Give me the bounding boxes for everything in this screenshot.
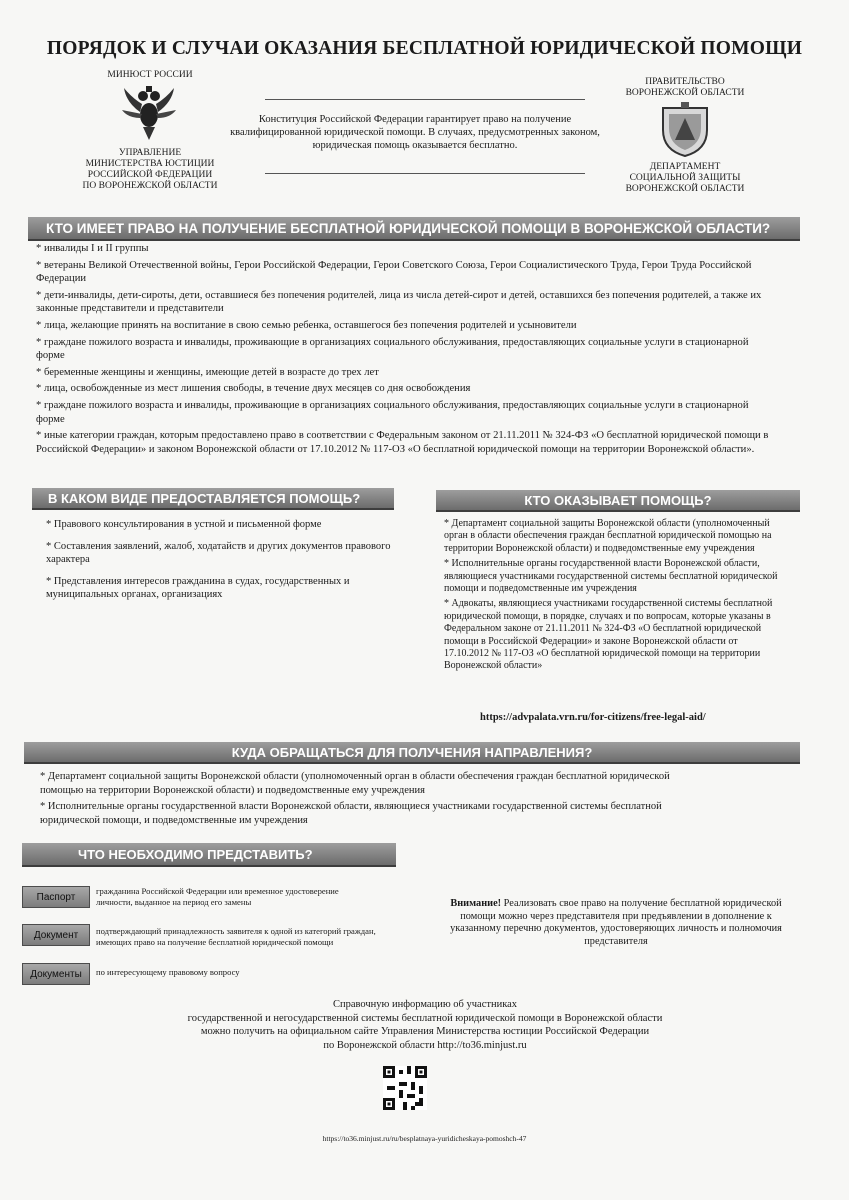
left-org-line: РОССИЙСКОЙ ФЕДЕРАЦИИ — [87, 170, 213, 180]
documents-desc: по интересующему правовому вопросу — [96, 967, 240, 977]
list-item: * лица, освобожденные из мест лишения свободы, в течение двух месяцев со дня освобождения — [36, 383, 471, 395]
page-title: ПОРЯДОК И СЛУЧАИ ОКАЗАНИЯ БЕСПЛАТНОЙ ЮРИДИЧЕСКОЙ ПОМОЩИ — [46, 38, 803, 59]
who-list — [36, 242, 776, 459]
where-heading: КУДА ОБРАЩАТЬСЯ ДЛЯ ПОЛУЧЕНИЯ НАПРАВЛЕНИЯ? — [24, 742, 800, 764]
list-item: * граждане пожилого возраста и инвалиды, проживающие в организациях социального обслуживания, предоставляющих социальные услуги в стационарной форме — [36, 336, 749, 362]
intro-text: Конституция Российской Федерации гарантирует право на получение квалифицированной юридической помощи. В случаях, предусмотренных законом, юридическая помощь оказывается бесплатно. — [230, 114, 600, 151]
list-item: * ветераны Великой Отечественной войны, Герои Российской Федерации, Герои Советского Союза, Герои Социалистического Труда, Герои Труда Российской Федерации — [36, 259, 752, 285]
passport-label: Паспорт — [22, 886, 90, 908]
right-org-top-line: ПРАВИТЕЛЬСТВО — [645, 77, 725, 87]
qr-code-icon — [383, 1066, 427, 1110]
list-item: * граждане пожилого возраста и инвалиды, проживающие в организациях социального обслуживания, предоставляющих социальные услуги в стационарной форме — [36, 399, 749, 425]
form-list — [46, 518, 396, 605]
right-org-name — [615, 162, 755, 195]
footer-line: Справочную информацию об участниках — [332, 999, 518, 1010]
list-item: * Адвокаты, являющиеся участниками государственной системы бесплатной юридической помощи, в порядке, случаях и по вопросам, которые указаны в Федеральном законе от 21.11.2011 № 324-ФЗ «О бесплатной юридической помощи в Российской Федерации» и законе Воронежской области от 17.10.2012 № 117-ОЗ «О бесплатной юридической помощи на территории Воронежской области» — [444, 598, 773, 672]
left-org-line: УПРАВЛЕНИЕ — [118, 148, 182, 158]
document-label: Документ — [22, 924, 90, 946]
footer-line: по Воронежской области http://to36.minjust.ru — [323, 1039, 527, 1051]
providers-heading: КТО ОКАЗЫВАЕТ ПОМОЩЬ? — [436, 490, 800, 512]
passport-desc: гражданина Российской Федерации или временное удостоверение личности, выданное на период его замены — [96, 886, 339, 907]
list-item: * Составления заявлений, жалоб, ходатайств и других документов правового характера — [46, 540, 391, 566]
right-org-top-line: ВОРОНЕЖСКОЙ ОБЛАСТИ — [625, 88, 745, 98]
footer-info — [100, 998, 750, 1052]
left-org-name — [80, 148, 220, 192]
divider — [265, 99, 585, 100]
form-heading: В КАКОМ ВИДЕ ПРЕДОСТАВЛЯЕТСЯ ПОМОЩЬ? — [32, 488, 394, 510]
list-item: * Департамент социальной защиты Воронежской области (уполномоченный орган в области обеспечения граждан бесплатной юридической помощью на территории Воронежской области) и подведомственные ему учреждения — [444, 518, 772, 554]
list-item: * беременные женщины и женщины, имеющие детей в возрасте до трех лет — [36, 366, 379, 378]
list-item: * иные категории граждан, которым предоставлено право в соответствии с Федеральным законом от 21.11.2011 № 324-ФЗ «О бесплатной юридической помощи в Российской Федерации» и законом Воронежской области от 17.10.2012 № 117-ОЗ «О бесплатной юридической помощи на территории Воронежской области». — [36, 430, 769, 455]
right-org-line: СОЦИАЛЬНОЙ ЗАЩИТЫ — [629, 173, 741, 183]
list-item: * Исполнительные органы государственной власти Воронежской области, являющиеся участниками государственной системы бесплатной юридической помощи и подведомственные им учреждения — [444, 558, 778, 595]
list-item: * Исполнительные органы государственной власти Воронежской области, являющиеся участниками государственной системы бесплатной юридической помощи, и подведомственные им учреждения — [40, 801, 662, 826]
who-heading: КТО ИМЕЕТ ПРАВО НА ПОЛУЧЕНИЕ БЕСПЛАТНОЙ ЮРИДИЧЕСКОЙ ПОМОЩИ В ВОРОНЕЖСКОЙ ОБЛАСТИ? — [28, 217, 800, 241]
advpalata-link[interactable]: https://advpalata.vrn.ru/for-citizens/free-legal-aid/ — [480, 712, 706, 723]
attention-note — [436, 898, 796, 948]
list-item: * Департамент социальной защиты Воронежской области (уполномоченный орган в области обеспечения граждан бесплатной юридической помощью на территории Воронежской области) и подведомственные ему учреждения — [40, 771, 670, 796]
footer-line: можно получить на официальном сайте Управления Министерства юстиции Российской Федерации — [200, 1026, 650, 1038]
list-item: * дети-инвалиды, дети-сироты, дети, оставшиеся без попечения родителей, лица из числа детей-сирот и детей, оставшихся без попечения родителей, а также их законные представители и представители — [36, 289, 762, 315]
left-org-line: МИНИСТЕРСТВА ЮСТИЦИИ — [85, 159, 215, 169]
right-org-top — [615, 77, 755, 99]
where-list — [40, 770, 700, 830]
providers-list — [444, 518, 784, 676]
divider — [265, 173, 585, 174]
list-item: * Правового консультирования в устной и письменной форме — [46, 519, 322, 530]
documents-label: Документы — [22, 963, 90, 985]
needed-heading: ЧТО НЕОБХОДИМО ПРЕДСТАВИТЬ? — [22, 843, 396, 867]
left-org-line: ПО ВОРОНЕЖСКОЙ ОБЛАСТИ — [82, 181, 218, 191]
list-item: * лица, желающие принять на воспитание в свою семью ребенка, оставшегося без попечения родителей и усыновители — [36, 319, 577, 331]
eagle-emblem-icon — [118, 82, 180, 144]
attention-label: Внимание! — [450, 898, 502, 909]
footer-line: государственной и негосударственной системы бесплатной юридической помощи в Воронежской области — [187, 1012, 663, 1024]
footer-url[interactable]: https://to36.minjust.ru/ru/besplatnaya-yuridicheskaya-pomoshch-47 — [322, 1134, 527, 1143]
document-desc: подтверждающий принадлежность заявителя к одной из категорий граждан, имеющих право на получение бесплатной юридической помощи — [96, 926, 376, 947]
list-item: * инвалиды I и II группы — [36, 243, 149, 254]
region-coat-of-arms-icon — [655, 100, 715, 160]
right-org-line: ДЕПАРТАМЕНТ — [649, 162, 721, 172]
left-org-top: МИНЮСТ РОССИИ — [107, 70, 193, 80]
attention-text: Реализовать свое право на получение бесплатной юридической помощи можно через представителя при предъявлении в дополнение к указанному перечню документов, удостоверяющих личность и полномочия представителя — [450, 898, 782, 947]
right-org-line: ВОРОНЕЖСКОЙ ОБЛАСТИ — [625, 184, 745, 194]
list-item: * Представления интересов гражданина в судах, государственных и муниципальных органах, организациях — [46, 575, 350, 601]
